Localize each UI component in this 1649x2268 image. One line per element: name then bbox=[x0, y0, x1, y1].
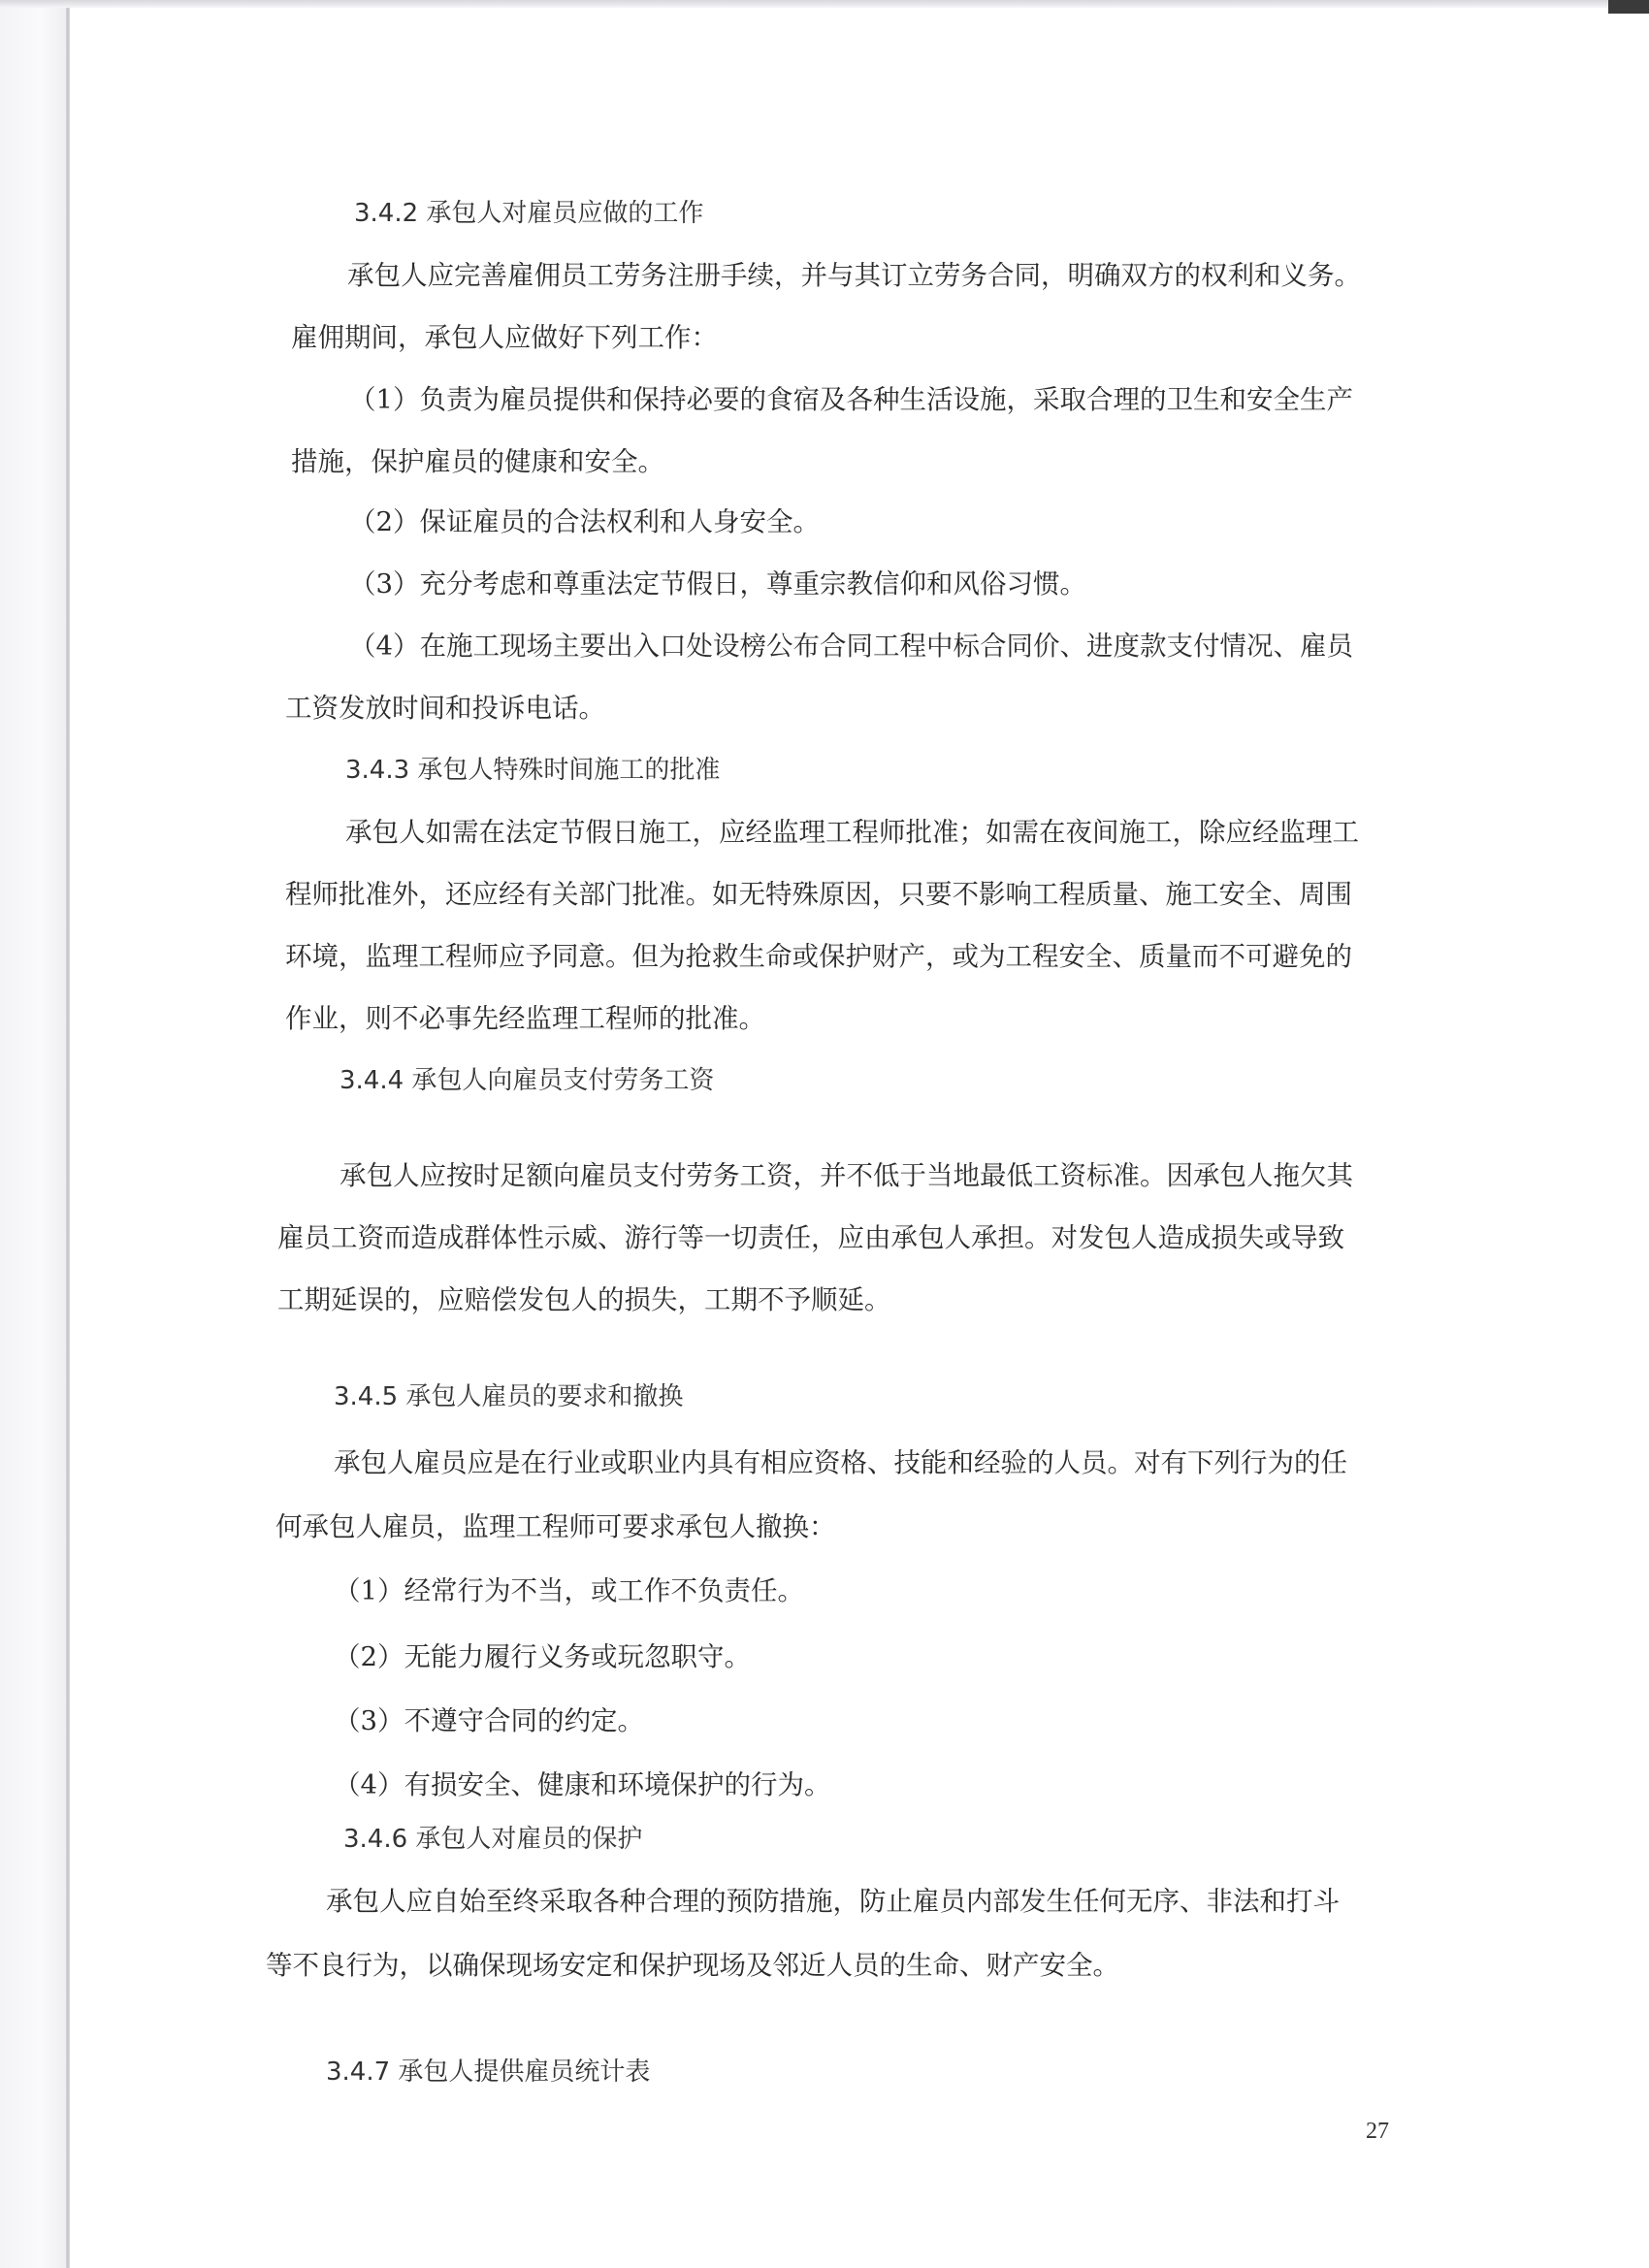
paragraph-line: 工期延误的，应赔偿发包人的损失，工期不予顺延。 bbox=[277, 1284, 891, 1315]
paragraph-line: 承包人应按时足额向雇员支付劳务工资，并不低于当地最低工资标准。因承包人拖欠其 bbox=[340, 1160, 1353, 1191]
list-item: （2）保证雇员的合法权利和人身安全。 bbox=[349, 506, 820, 537]
list-item: （3）不遵守合同的约定。 bbox=[334, 1705, 644, 1736]
page-number: 27 bbox=[1366, 2119, 1389, 2144]
list-item: （3）充分考虑和尊重法定节假日，尊重宗教信仰和风俗习惯。 bbox=[349, 568, 1086, 599]
list-item: （4）有损安全、健康和环境保护的行为。 bbox=[334, 1769, 831, 1800]
paragraph-line: 承包人雇员应是在行业或职业内具有相应资格、技能和经验的人员。对有下列行为的任 bbox=[334, 1447, 1347, 1478]
paragraph-line: 承包人如需在法定节假日施工，应经监理工程师批准；如需在夜间施工，除应经监理工 bbox=[345, 817, 1359, 848]
paragraph-line: 等不良行为，以确保现场安定和保护现场及邻近人员的生命、财产安全。 bbox=[266, 1950, 1119, 1981]
scan-left-margin bbox=[0, 0, 68, 2268]
list-item: （2）无能力履行义务或玩忽职守。 bbox=[334, 1641, 751, 1672]
list-item: （1）负责为雇员提供和保持必要的食宿及各种生活设施，采取合理的卫生和安全生产 bbox=[349, 384, 1353, 415]
paragraph-line: 程师批准外，还应经有关部门批准。如无特殊原因，只要不影响工程质量、施工安全、周围 bbox=[285, 879, 1352, 910]
section-heading-3-4-7: 3.4.7 承包人提供雇员统计表 bbox=[326, 2057, 651, 2087]
section-heading-3-4-6: 3.4.6 承包人对雇员的保护 bbox=[343, 1825, 643, 1854]
paragraph-line: 雇员工资而造成群体性示威、游行等一切责任，应由承包人承担。对发包人造成损失或导致 bbox=[277, 1222, 1344, 1253]
section-heading-3-4-2: 3.4.2 承包人对雇员应做的工作 bbox=[354, 199, 704, 228]
section-heading-3-4-5: 3.4.5 承包人雇员的要求和撤换 bbox=[334, 1382, 684, 1411]
paragraph-line: 何承包人雇员，监理工程师可要求承包人撤换： bbox=[275, 1511, 836, 1542]
paragraph-line: 措施，保护雇员的健康和安全。 bbox=[291, 446, 664, 477]
scan-corner-mark bbox=[1608, 0, 1649, 14]
paragraph-line: 工资发放时间和投诉电话。 bbox=[285, 693, 605, 724]
section-heading-3-4-4: 3.4.4 承包人向雇员支付劳务工资 bbox=[340, 1066, 715, 1095]
paragraph-line: 承包人应自始至终采取各种合理的预防措施，防止雇员内部发生任何无序、非法和打斗 bbox=[326, 1886, 1340, 1917]
list-item: （4）在施工现场主要出入口处设榜公布合同工程中标合同价、进度款支付情况、雇员 bbox=[349, 631, 1353, 662]
paragraph-line: 作业，则不必事先经监理工程师的批准。 bbox=[285, 1003, 765, 1034]
paragraph-line: 承包人应完善雇佣员工劳务注册手续，并与其订立劳务合同，明确双方的权利和义务。 bbox=[347, 260, 1361, 291]
paragraph-line: 雇佣期间，承包人应做好下列工作： bbox=[291, 322, 718, 353]
section-heading-3-4-3: 3.4.3 承包人特殊时间施工的批准 bbox=[345, 756, 721, 785]
list-item: （1）经常行为不当，或工作不负责任。 bbox=[334, 1575, 804, 1606]
scan-top-edge bbox=[0, 0, 1649, 8]
scan-binding-shadow bbox=[66, 0, 70, 2268]
paragraph-line: 环境，监理工程师应予同意。但为抢救生命或保护财产，或为工程安全、质量而不可避免的 bbox=[285, 941, 1352, 972]
